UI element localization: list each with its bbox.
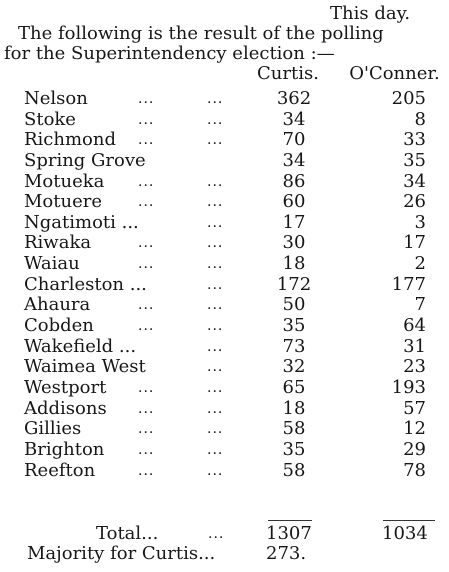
table-row xyxy=(24,316,426,337)
oconner-votes: 26 xyxy=(403,191,426,213)
table-row xyxy=(24,357,426,378)
curtis-votes: 35 xyxy=(282,315,306,337)
leader-dots: ... xyxy=(207,214,224,231)
leader-dots: ... xyxy=(207,359,224,376)
column-header-curtis: Curtis. xyxy=(257,63,319,84)
table-row xyxy=(24,254,426,275)
leader-dots: ... xyxy=(207,276,224,293)
place-name: Brighton xyxy=(24,438,105,460)
place-name: Wakefield ... xyxy=(24,335,137,357)
place-name: Cobden xyxy=(24,315,94,337)
place-name: Ahaura xyxy=(24,294,91,316)
intro-line-2: for the Superintendency election :— xyxy=(4,43,335,64)
leader-dots: ... xyxy=(138,441,155,458)
place-name: Ngatimoti ... xyxy=(24,211,139,233)
place-name: Gillies xyxy=(24,418,82,440)
oconner-votes: 205 xyxy=(391,88,426,109)
place-name: Stoke xyxy=(24,108,76,130)
oconner-votes: 177 xyxy=(391,273,426,295)
curtis-votes: 18 xyxy=(282,397,306,419)
place-name: Motuere xyxy=(24,191,103,213)
leader-dots: ... xyxy=(207,132,224,149)
oconner-votes: 29 xyxy=(403,438,426,460)
curtis-votes: 172 xyxy=(276,273,312,295)
curtis-votes: 17 xyxy=(282,211,306,233)
oconner-votes: 3 xyxy=(414,211,426,233)
oconner-votes: 8 xyxy=(414,108,426,130)
total-rule-oconner xyxy=(383,520,435,521)
place-name: Waimea West xyxy=(24,356,146,378)
leader-dots: ... xyxy=(207,421,224,438)
table-row xyxy=(24,151,426,172)
curtis-votes: 70 xyxy=(282,129,306,151)
curtis-votes: 362 xyxy=(276,88,312,109)
intro-line-1: The following is the result of the polling xyxy=(18,23,384,44)
oconner-votes: 193 xyxy=(391,376,426,398)
curtis-votes: 34 xyxy=(282,108,306,130)
table-row xyxy=(24,337,426,358)
place-name: Spring Grove xyxy=(24,149,146,171)
leader-dots: ... xyxy=(138,318,155,335)
leader-dots: ... xyxy=(207,441,224,458)
table-row xyxy=(24,130,426,151)
total-rule-curtis xyxy=(268,520,312,521)
leader-dots: ... xyxy=(138,256,155,273)
leader-dots: ... xyxy=(207,111,224,128)
leader-dots: ... xyxy=(138,297,155,314)
table-row xyxy=(24,172,426,193)
total-oconner: 1034 xyxy=(382,523,428,544)
column-header-oconner: O'Conner. xyxy=(349,63,440,84)
oconner-votes: 33 xyxy=(403,129,426,151)
table-row xyxy=(24,461,426,482)
curtis-votes: 50 xyxy=(282,294,306,316)
curtis-votes: 58 xyxy=(282,418,306,440)
leader-dots: ... xyxy=(138,379,155,396)
leader-dots: ... xyxy=(207,400,224,417)
table-row xyxy=(24,213,426,234)
total-curtis: 1307 xyxy=(266,523,312,544)
curtis-votes: 34 xyxy=(282,149,306,171)
leader-dots: ... xyxy=(138,173,155,190)
curtis-votes: 18 xyxy=(282,253,306,275)
table-row xyxy=(24,378,426,399)
leader-dots: ... xyxy=(207,379,224,396)
oconner-votes: 34 xyxy=(403,170,426,192)
place-name: Charleston ... xyxy=(24,273,147,295)
oconner-votes: 2 xyxy=(414,253,426,275)
place-name: Riwaka xyxy=(24,232,92,254)
total-dots: ... xyxy=(208,526,225,542)
leader-dots: ... xyxy=(138,235,155,252)
oconner-votes: 31 xyxy=(403,335,426,357)
table-row xyxy=(24,89,426,110)
table-row xyxy=(24,192,426,213)
leader-dots: ... xyxy=(207,194,224,211)
oconner-votes: 17 xyxy=(403,232,426,254)
place-name: Nelson xyxy=(24,88,88,109)
oconner-votes: 64 xyxy=(403,315,426,337)
place-name: Richmond xyxy=(24,129,117,151)
place-name: Westport xyxy=(24,376,107,398)
table-row xyxy=(24,110,426,131)
majority-label: Majority for Curtis... xyxy=(27,543,216,564)
leader-dots: ... xyxy=(138,132,155,149)
poll-results-table xyxy=(24,89,426,481)
oconner-votes: 35 xyxy=(403,149,426,171)
leader-dots: ... xyxy=(138,194,155,211)
oconner-votes: 23 xyxy=(403,356,426,378)
leader-dots: ... xyxy=(138,111,155,128)
curtis-votes: 73 xyxy=(282,335,306,357)
leader-dots: ... xyxy=(138,421,155,438)
curtis-votes: 35 xyxy=(282,438,306,460)
table-row xyxy=(24,233,426,254)
place-name: Addisons xyxy=(24,397,107,419)
place-name: Waiau xyxy=(24,253,80,275)
leader-dots: ... xyxy=(138,91,155,107)
table-row xyxy=(24,275,426,296)
majority-value: 273. xyxy=(266,543,307,564)
place-name: Motueka xyxy=(24,170,105,192)
dateline: This day. xyxy=(330,3,411,24)
leader-dots: ... xyxy=(138,400,155,417)
curtis-votes: 60 xyxy=(282,191,306,213)
oconner-votes: 78 xyxy=(403,459,426,481)
oconner-votes: 12 xyxy=(403,418,426,440)
leader-dots: ... xyxy=(207,256,224,273)
table-row xyxy=(24,440,426,461)
place-name: Reefton xyxy=(24,459,96,481)
leader-dots: ... xyxy=(207,297,224,314)
leader-dots: ... xyxy=(207,462,224,479)
curtis-votes: 86 xyxy=(282,170,306,192)
leader-dots: ... xyxy=(207,338,224,355)
leader-dots: ... xyxy=(207,235,224,252)
oconner-votes: 7 xyxy=(414,294,426,316)
curtis-votes: 30 xyxy=(282,232,306,254)
table-row xyxy=(24,419,426,440)
leader-dots: ... xyxy=(138,462,155,479)
leader-dots: ... xyxy=(207,91,224,107)
leader-dots: ... xyxy=(207,173,224,190)
table-row xyxy=(24,399,426,420)
oconner-votes: 57 xyxy=(403,397,426,419)
curtis-votes: 32 xyxy=(282,356,306,378)
leader-dots: ... xyxy=(207,318,224,335)
curtis-votes: 65 xyxy=(282,376,306,398)
table-row xyxy=(24,295,426,316)
curtis-votes: 58 xyxy=(282,459,306,481)
total-label: Total... xyxy=(96,523,159,544)
